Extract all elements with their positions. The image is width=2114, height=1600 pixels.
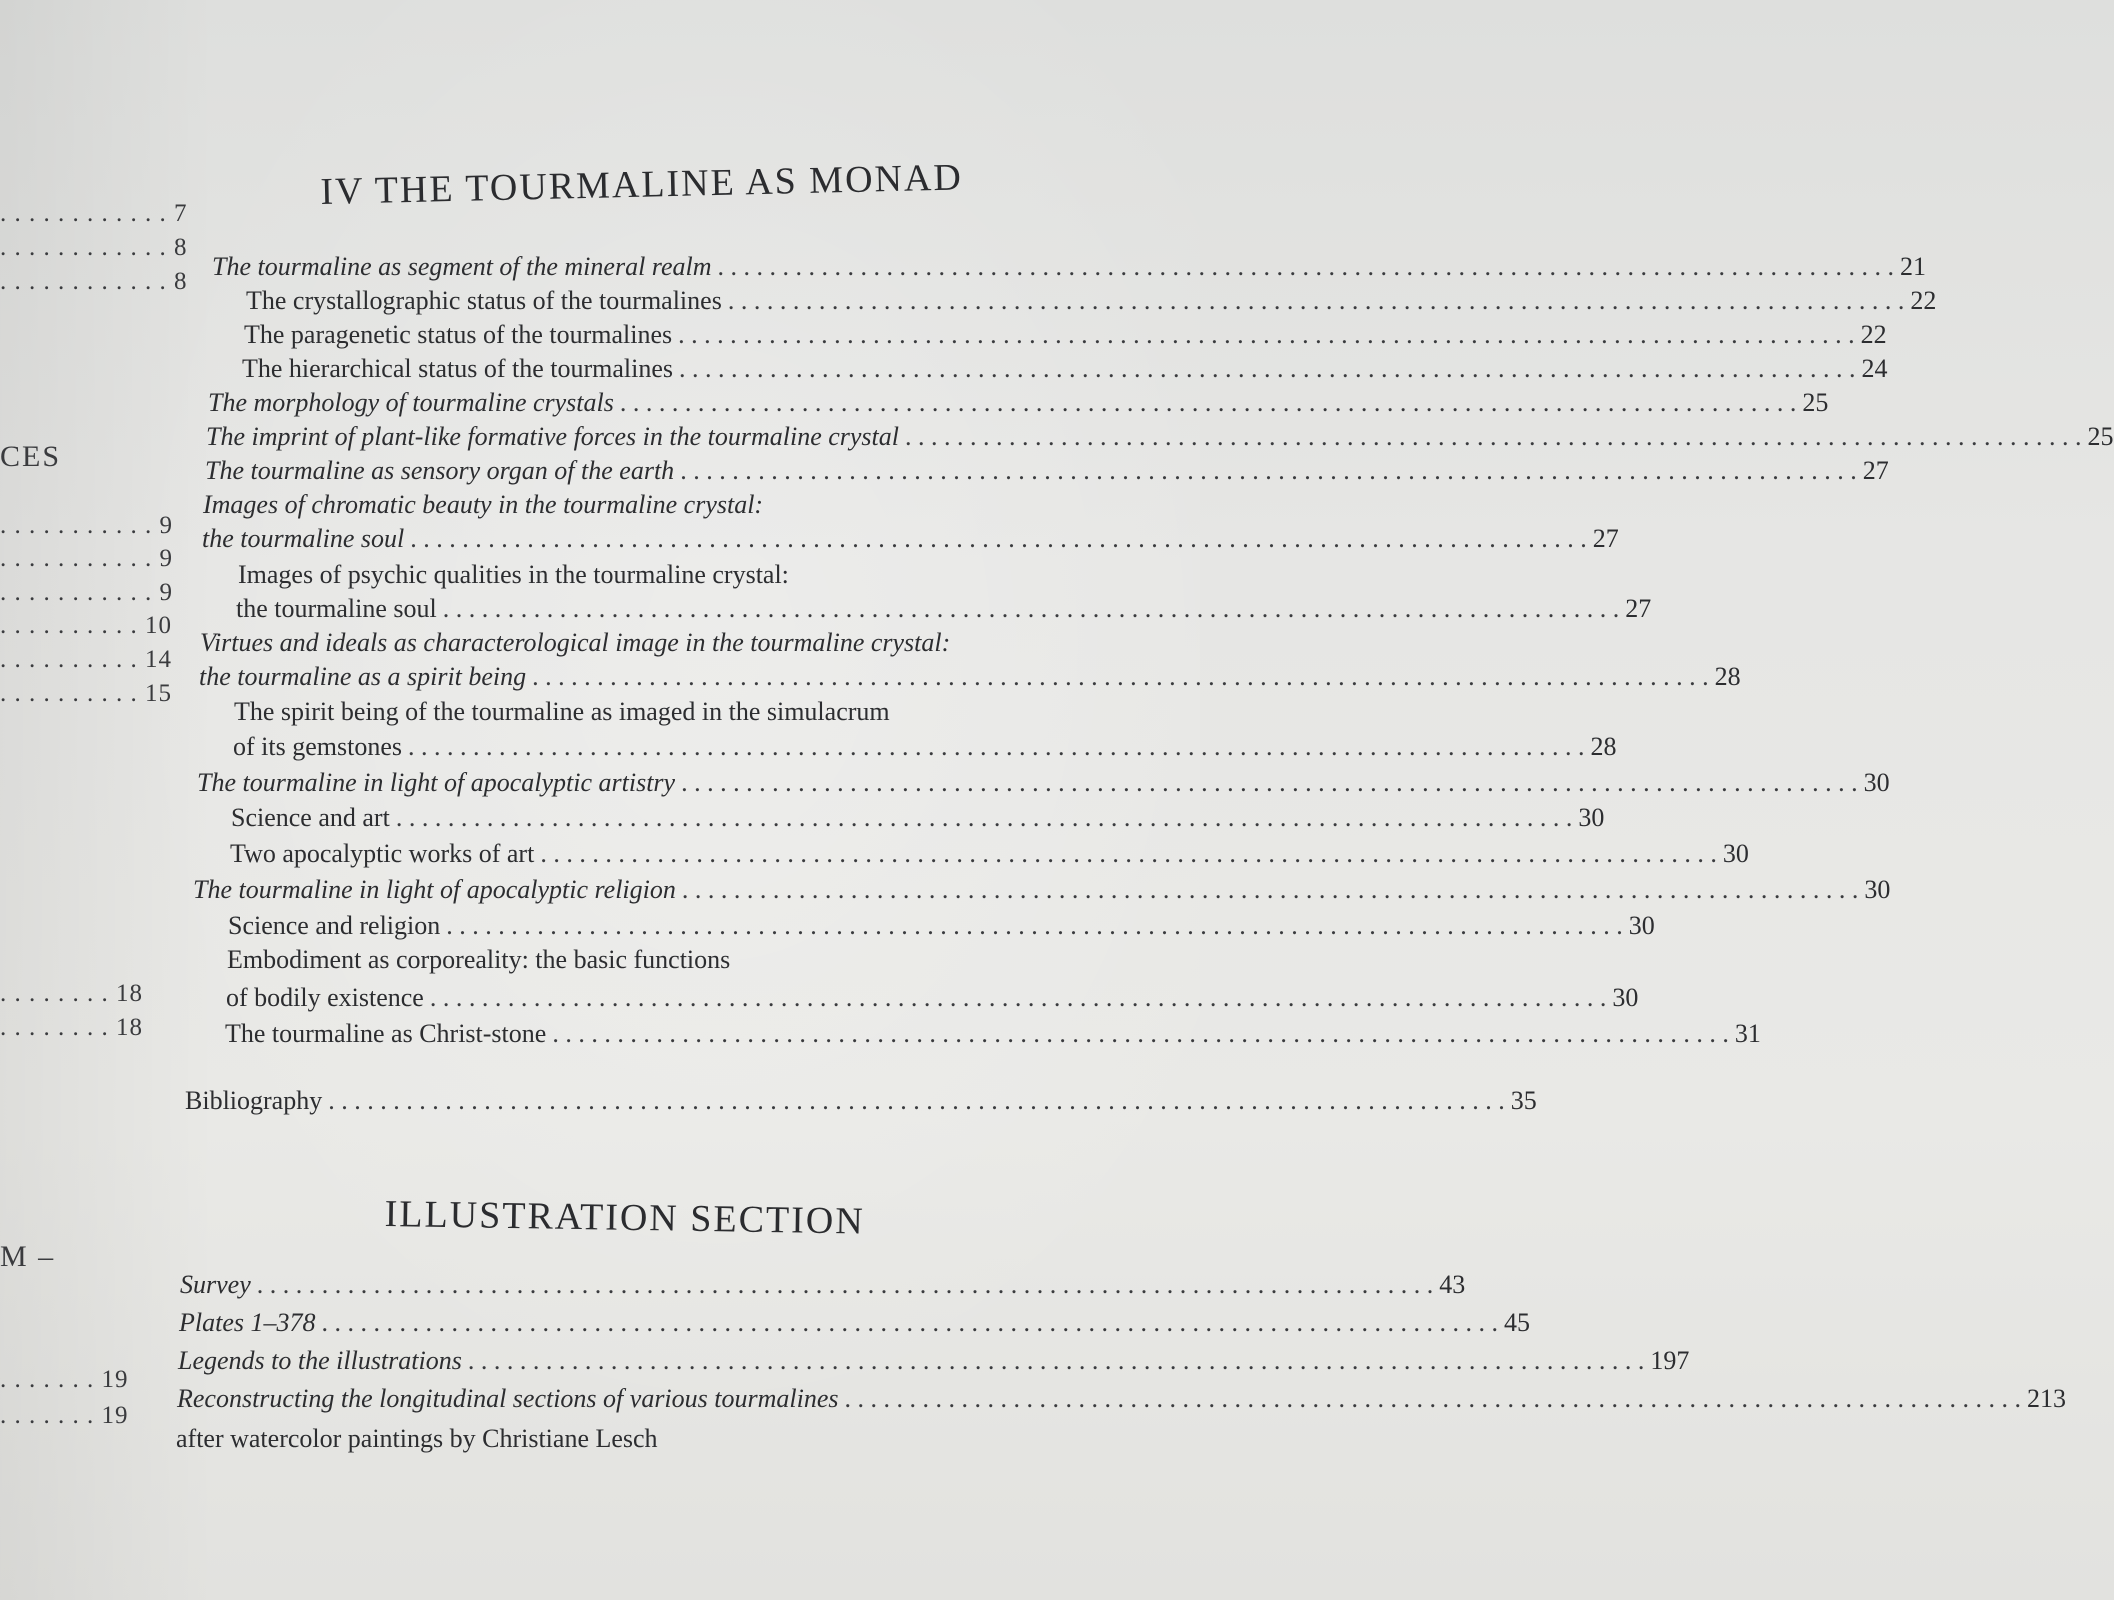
toc-entry [199, 662, 1741, 694]
leader-dots [680, 456, 1857, 486]
section-title: ILLUSTRATION SECTION [384, 1192, 866, 1243]
toc-label: The crystallographic status of the tourmalines [246, 286, 722, 315]
left-toc-fragment: . . . . . . . . . . . 9 [0, 512, 173, 539]
toc-entry [177, 1384, 2067, 1416]
toc-label: The tourmaline as segment of the mineral realm [212, 252, 712, 281]
toc-entry [193, 875, 1891, 907]
toc-page-number: 30 [1722, 839, 1749, 868]
toc-page-number: 197 [1650, 1346, 1690, 1375]
left-heading-fragment: CES [0, 440, 62, 473]
left-page-number: 18 [116, 980, 143, 1007]
toc-label: Science and art [231, 803, 390, 832]
toc-entry [208, 388, 1829, 420]
left-toc-fragment: . . . . . . . 19 [0, 1366, 129, 1393]
toc-page-number: 27 [1625, 594, 1652, 623]
toc-label: the tourmaline as a spirit being [199, 662, 527, 691]
toc-page-number: 22 [1860, 320, 1887, 349]
leader-dots [322, 1308, 1499, 1338]
toc-page-number: 28 [1590, 732, 1617, 761]
toc-entry-line1: Virtues and ideals as characterological image in the tourmaline crystal: [200, 628, 951, 657]
toc-label: The tourmaline in light of apocalyptic religion [193, 875, 676, 904]
toc-page-number: 28 [1714, 662, 1741, 691]
toc-label: the tourmaline soul [236, 594, 437, 623]
leader-dots [678, 320, 1855, 350]
toc-entry [246, 286, 1937, 318]
toc-entry [228, 911, 1655, 943]
toc-label: Science and religion [228, 911, 441, 940]
toc-page-number: 30 [1863, 768, 1890, 797]
leader-dots [257, 1270, 1434, 1300]
leader-dots [408, 732, 1585, 762]
toc-entry [242, 354, 1888, 386]
toc-label: The tourmaline as Christ-stone [225, 1019, 547, 1048]
left-toc-fragment: . . . . . . . . 18 [0, 1014, 143, 1041]
toc-page-number: 213 [2027, 1384, 2067, 1413]
leader-dots [679, 354, 1856, 384]
toc-page-number: 30 [1864, 875, 1891, 904]
leader-dots [620, 388, 1797, 418]
left-page-number: 14 [145, 646, 172, 673]
toc-page-number: 27 [1862, 456, 1889, 485]
toc-label: The hierarchical status of the tourmalines [242, 354, 674, 383]
toc-entry-bibliography [185, 1086, 1537, 1118]
toc-entry-line1: Embodiment as corporeality: the basic functions [227, 945, 731, 974]
toc-label: of its gemstones [233, 732, 402, 761]
leader-dots [468, 1346, 1645, 1376]
leader-dots [410, 524, 1587, 554]
left-page-number: 15 [145, 680, 172, 707]
toc-label: Plates 1–378 [179, 1308, 316, 1337]
toc-entry [244, 320, 1887, 352]
toc-page-number: 43 [1439, 1270, 1466, 1299]
toc-page-number: 31 [1734, 1019, 1761, 1048]
leader-dots [396, 803, 1573, 833]
left-toc-fragment: . . . . . . . . . . . 9 [0, 579, 173, 606]
toc-label: The paragenetic status of the tourmalines [244, 320, 673, 349]
left-page-number: 8 [174, 268, 188, 295]
leader-dots [682, 875, 1859, 905]
leader-dots [552, 1019, 1729, 1049]
toc-entry-line1: Images of chromatic beauty in the tourmaline crystal: [203, 490, 764, 519]
left-page-number: 7 [174, 200, 188, 227]
toc-label: Survey [180, 1270, 251, 1299]
toc-entry [225, 1019, 1761, 1051]
toc-entry-line1: The spirit being of the tourmaline as imaged in the simulacrum [234, 697, 890, 726]
toc-label: Reconstructing the longitudinal sections of various tourmalines [177, 1384, 839, 1413]
toc-page-number: 21 [1899, 252, 1926, 281]
left-page-number: 18 [116, 1014, 143, 1041]
left-toc-fragment: . . . . . . . . . . 10 [0, 612, 172, 639]
leader-dots [717, 252, 1894, 282]
toc-page-number: 24 [1861, 354, 1888, 383]
leader-dots [430, 983, 1607, 1013]
leader-dots [443, 594, 1620, 624]
toc-entry [212, 252, 1926, 284]
toc-page-number: 25 [1802, 388, 1829, 417]
toc-label: The imprint of plant-like formative forces in the tourmaline crystal [206, 422, 899, 451]
toc-page-number: 30 [1612, 983, 1639, 1012]
toc-entry [206, 422, 2114, 454]
left-page-number: 10 [145, 612, 172, 639]
leader-dots [681, 768, 1858, 798]
left-page-number: 9 [159, 579, 173, 606]
toc-label: of bodily existence [226, 983, 424, 1012]
toc-page-number: 45 [1504, 1308, 1530, 1337]
toc-entry [197, 768, 1890, 800]
leader-dots [845, 1384, 2022, 1414]
toc-page-number: 30 [1578, 803, 1605, 832]
toc-page-number: 25 [2087, 422, 2114, 451]
left-toc-fragment: . . . . . . . . . . 14 [0, 646, 172, 673]
leader-dots [446, 911, 1623, 941]
toc-entry [233, 732, 1617, 764]
left-toc-fragment: . . . . . . . 19 [0, 1402, 129, 1429]
toc-entry [180, 1270, 1466, 1302]
left-heading-fragment: M – [0, 1240, 56, 1273]
leader-dots [905, 422, 2082, 452]
toc-entry [231, 803, 1605, 835]
leader-dots [540, 839, 1717, 869]
toc-label: Bibliography [185, 1086, 323, 1115]
toc-page-number: 35 [1510, 1086, 1537, 1115]
left-page-number: 19 [101, 1366, 129, 1393]
leader-dots [532, 662, 1709, 692]
chapter-title: IV THE TOURMALINE AS MONAD [320, 156, 964, 213]
left-page-number: 8 [174, 234, 188, 261]
toc-entry [230, 839, 1749, 871]
toc-entry [236, 594, 1652, 626]
left-toc-fragment: . . . . . . . . . . 15 [0, 680, 172, 707]
left-toc-fragment: . . . . . . . . . . . 9 [0, 545, 173, 572]
left-toc-fragment: . . . . . . . . . . . . 8 [0, 268, 188, 295]
toc-label: Legends to the illustrations [178, 1346, 462, 1375]
toc-page-number: 22 [1910, 286, 1937, 315]
toc-entry [179, 1308, 1530, 1340]
toc-entry [178, 1346, 1690, 1378]
toc-entry [226, 983, 1639, 1015]
left-page-number: 9 [159, 545, 173, 572]
toc-entry-line2: after watercolor paintings by Christiane Lesch [176, 1424, 658, 1453]
toc-label: The morphology of tourmaline crystals [208, 388, 614, 417]
leader-dots [328, 1086, 1505, 1116]
left-toc-fragment: . . . . . . . . 18 [0, 980, 143, 1007]
toc-label: The tourmaline as sensory organ of the earth [205, 456, 675, 485]
toc-label: the tourmaline soul [202, 524, 405, 553]
left-page-number: 9 [159, 512, 173, 539]
leader-dots [728, 286, 1905, 316]
toc-page-number: 27 [1592, 524, 1619, 553]
toc-label: Two apocalyptic works of art [230, 839, 535, 868]
left-toc-fragment: . . . . . . . . . . . . 7 [0, 200, 188, 227]
left-page-number: 19 [101, 1402, 129, 1429]
toc-label: The tourmaline in light of apocalyptic artistry [197, 768, 676, 797]
toc-entry-line1: Images of psychic qualities in the tourmaline crystal: [238, 560, 789, 589]
toc-page-number: 30 [1628, 911, 1655, 940]
left-toc-fragment: . . . . . . . . . . . . 8 [0, 234, 188, 261]
toc-entry [205, 456, 1889, 488]
toc-entry [202, 524, 1619, 556]
